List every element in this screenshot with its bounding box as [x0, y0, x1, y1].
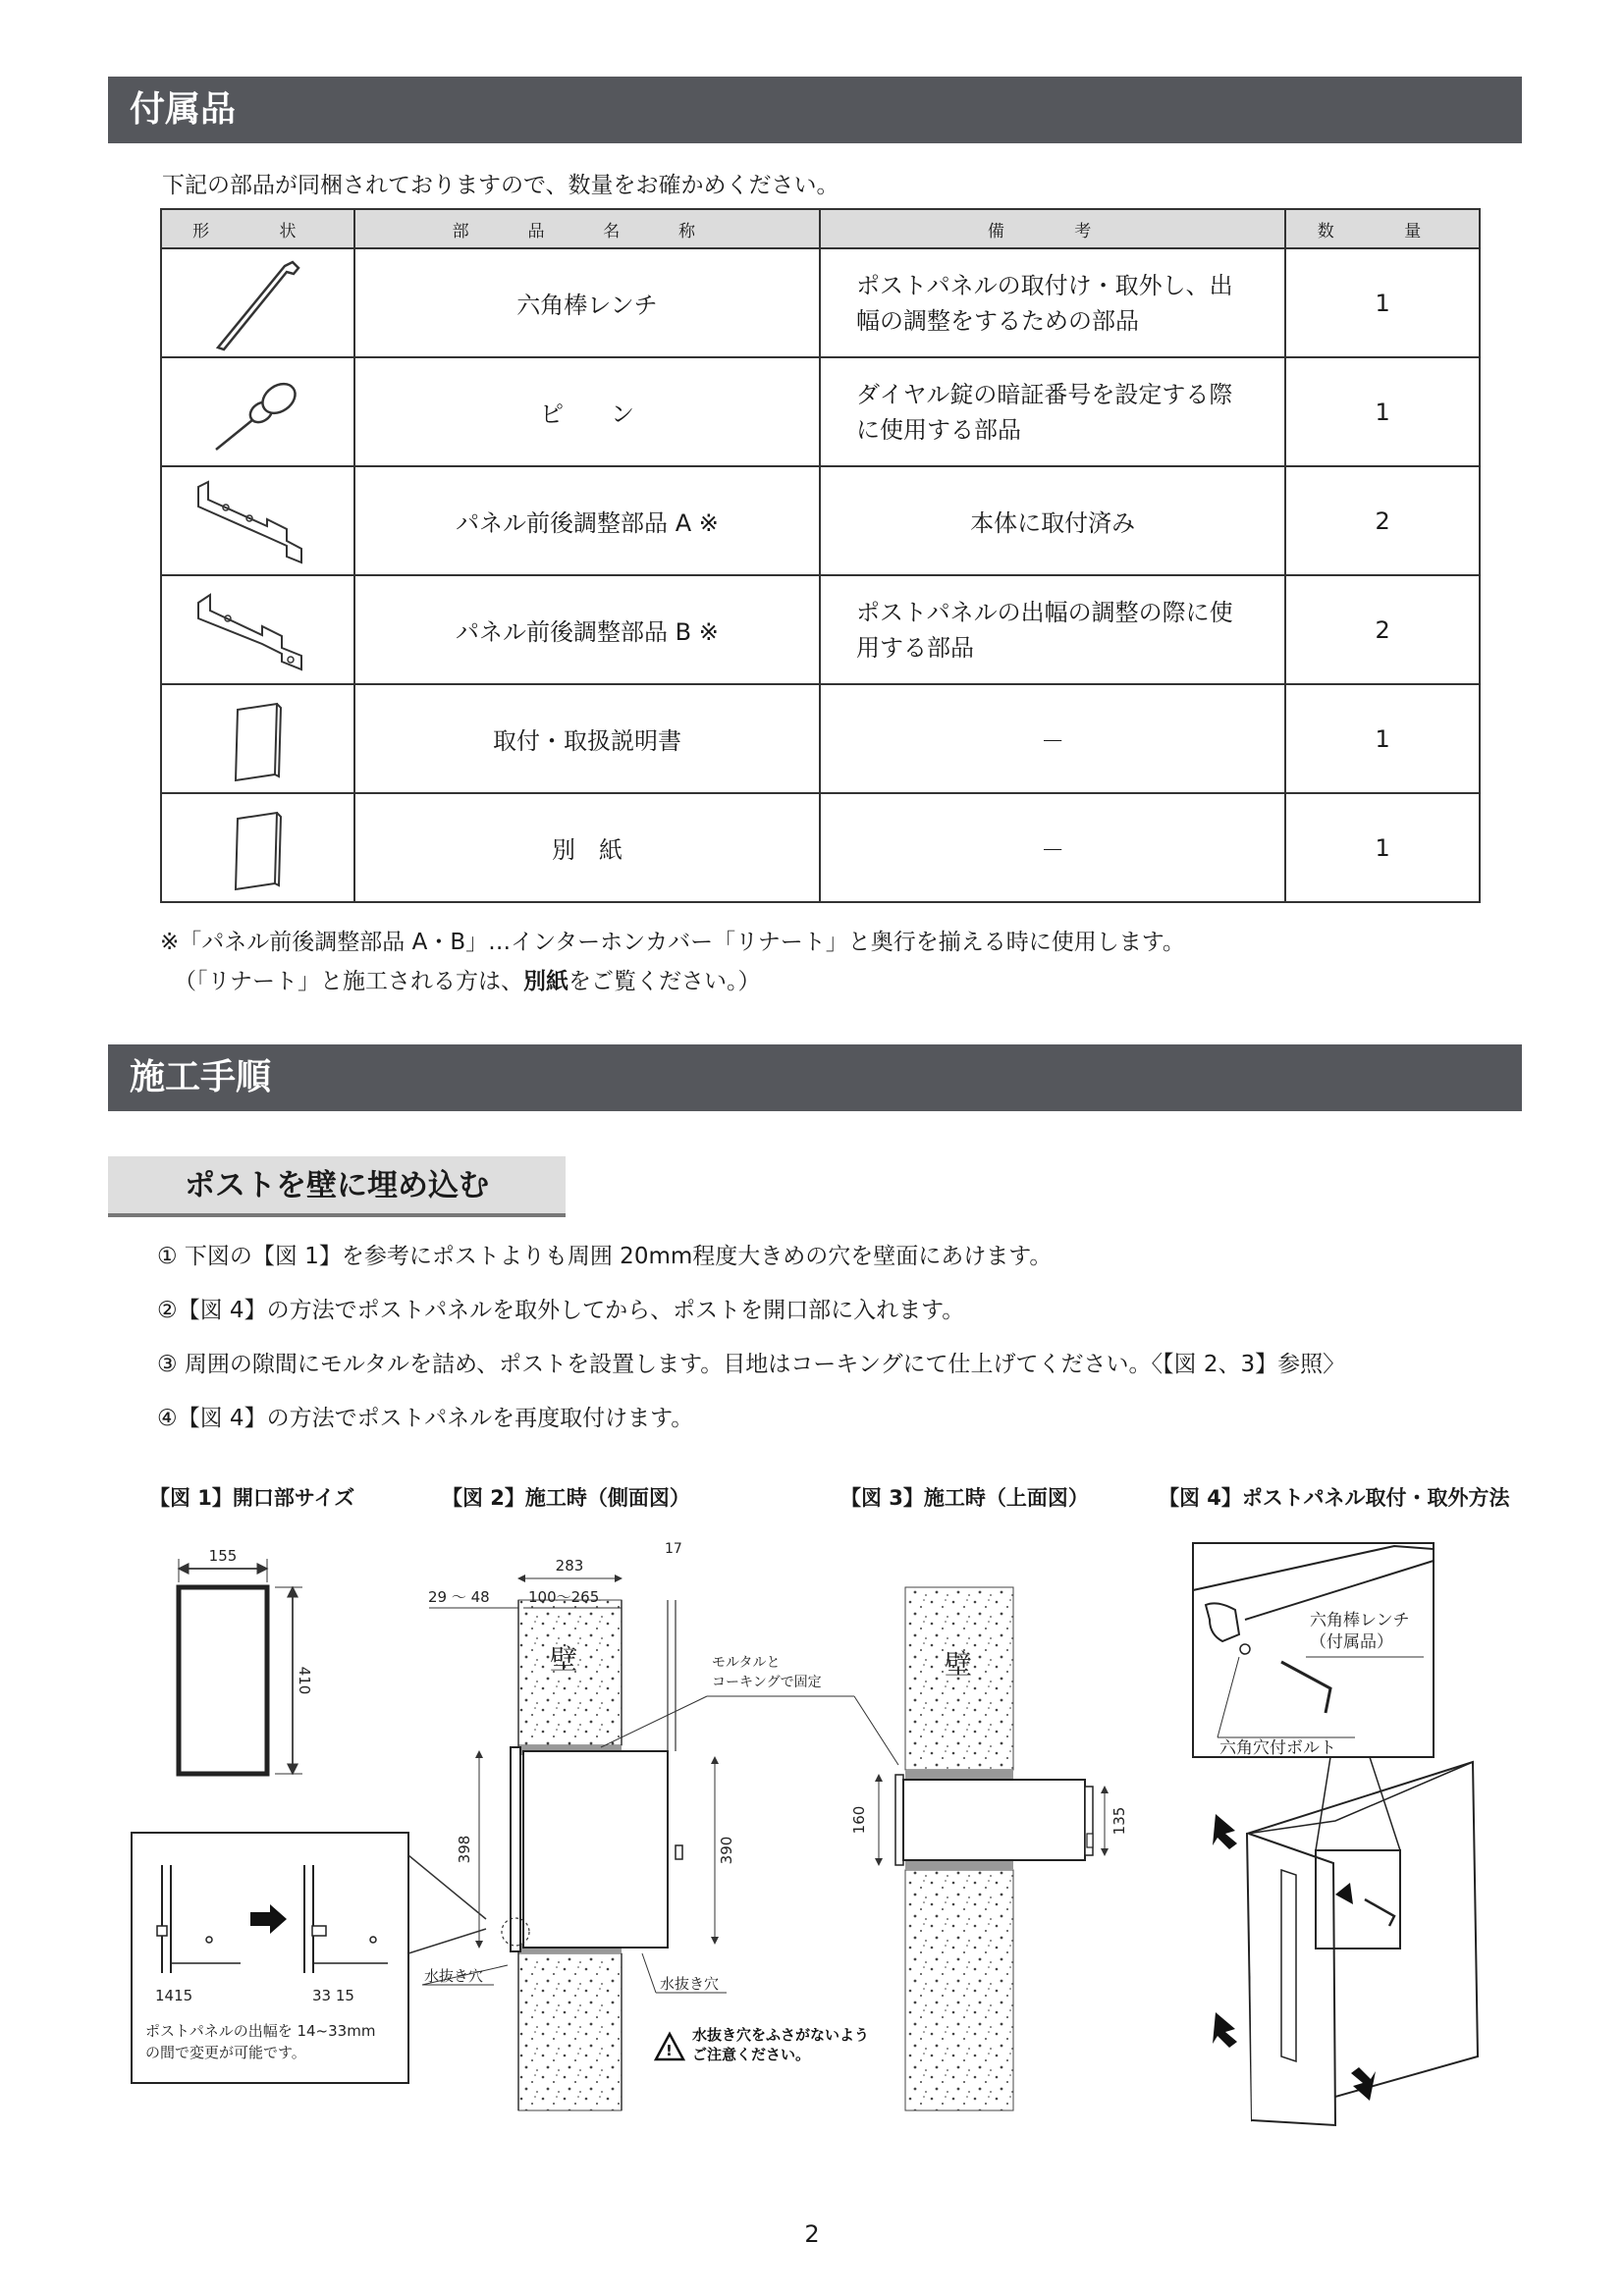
fig3-dim-160: 160 — [850, 1805, 868, 1835]
step-2: ②【図 4】の方法でポストパネルを取外してから、ポストを開口部に入れます。 — [157, 1298, 965, 1323]
header-part-name: 部 品 名 称 — [354, 209, 820, 248]
part-name: 六角棒レンチ — [354, 248, 820, 357]
part-quantity: 1 — [1285, 248, 1480, 357]
fig4-label: 【図 4】ポストパネル取付・取外方法 — [1159, 1486, 1510, 1510]
fig1-height: 410 — [296, 1666, 313, 1695]
page-number: 2 — [804, 2220, 820, 2248]
fig1-dim-left: 1415 — [155, 1987, 193, 2004]
part-quantity: 1 — [1285, 357, 1480, 466]
part-note: 本体に取付済み — [820, 466, 1285, 575]
fig3-label: 【図 3】施工時（上面図） — [840, 1486, 1089, 1510]
accessories-intro: 下記の部品が同梱されておりますので、数量をお確かめください。 — [162, 173, 839, 198]
fig1-width: 155 — [208, 1547, 238, 1565]
part-name: 別 紙 — [354, 793, 820, 902]
part-quantity: 2 — [1285, 466, 1480, 575]
part-note: ポストパネルの出幅の調整の際に使 用する部品 — [820, 575, 1285, 684]
section-title-accessories: 付属品 — [108, 77, 1522, 143]
fig4-bolt: 六角穴付ボルト — [1219, 1738, 1336, 1758]
part-name: パネル前後調整部品 A ※ — [354, 466, 820, 575]
part-name: ピ ン — [354, 357, 820, 466]
fig2-mortar-2: コーキングで固定 — [712, 1675, 822, 1690]
fig4-wrench-2: （付属品） — [1310, 1632, 1393, 1652]
fig4-wrench-1: 六角棒レンチ — [1310, 1611, 1410, 1630]
fig3-dim-135: 135 — [1110, 1806, 1128, 1836]
fig2-dim-100-265: 100～265 — [528, 1588, 600, 1606]
part-quantity: 2 — [1285, 575, 1480, 684]
accessories-footnote: ※「パネル前後調整部品 A・B」…インターホンカバー「リナート」と奥行を揃える時に使用します。 （「リナート」と施工される方は、別紙をご覧ください。） — [160, 930, 1185, 994]
step-1: ① 下図の【図 1】を参考にポストよりも周囲 20mm程度大きめの穴を壁面にあけます。 — [157, 1244, 1053, 1269]
fig2-dim-29-48: 29 ～ 48 — [428, 1588, 490, 1606]
fig2-warning-2: ご注意ください。 — [692, 2046, 811, 2063]
header-shape: 形 状 — [161, 209, 354, 248]
fig3-wall-label: 壁 — [945, 1648, 973, 1681]
fig4-panel-mounting — [1193, 1543, 1478, 2125]
fig3-top-view — [850, 1587, 1128, 2110]
fig1-dim-right: 33 15 — [312, 1987, 354, 2004]
fig2-wall-label: 壁 — [550, 1643, 578, 1676]
part-name: 取付・取扱説明書 — [354, 684, 820, 793]
fig2-label: 【図 2】施工時（側面図） — [442, 1486, 690, 1510]
fig2-drain-right: 水抜き穴 — [660, 1975, 720, 1993]
svg-text:!: ! — [666, 2042, 673, 2059]
part-quantity: 1 — [1285, 793, 1480, 902]
fig2-dim-390: 390 — [718, 1836, 735, 1865]
header-quantity: 数 量 — [1285, 209, 1480, 248]
fig1-label: 【図 1】開口部サイズ — [149, 1486, 355, 1510]
fig2-dim-398: 398 — [456, 1835, 473, 1864]
step-4: ④【図 4】の方法でポストパネルを再度取付けます。 — [157, 1406, 694, 1431]
fig2-mortar-1: モルタルと — [712, 1655, 781, 1671]
fig1-caption-1: ポストパネルの出幅を 14~33mm — [145, 2022, 376, 2040]
header-note: 備 考 — [820, 209, 1285, 248]
part-quantity: 1 — [1285, 684, 1480, 793]
part-note: ポストパネルの取付け・取外し、出 幅の調整をするための部品 — [820, 248, 1285, 357]
fig1-opening-size — [132, 1547, 486, 2083]
part-note: ダイヤル錠の暗証番号を設定する際 に使用する部品 — [820, 357, 1285, 466]
procedure-subtitle: ポストを壁に埋め込む — [108, 1156, 566, 1217]
part-note: － — [820, 793, 1285, 902]
fig2-drain-left: 水抜き穴 — [424, 1967, 484, 1985]
section-title-procedure: 施工手順 — [108, 1044, 1522, 1111]
step-3: ③ 周囲の隙間にモルタルを詰め、ポストを設置します。目地はコーキングにて仕上げてください。〈【図 2、3】参照〉 — [157, 1352, 1346, 1377]
part-name: パネル前後調整部品 B ※ — [354, 575, 820, 684]
fig2-dim-283: 283 — [555, 1557, 584, 1575]
part-note: － — [820, 684, 1285, 793]
fig2-side-view — [422, 1541, 898, 2110]
fig2-warning-1: 水抜き穴をふさがないよう — [692, 2026, 870, 2044]
fig1-caption-2: の間で変更が可能です。 — [145, 2044, 306, 2061]
fig2-dim-17: 17 — [665, 1541, 682, 1557]
